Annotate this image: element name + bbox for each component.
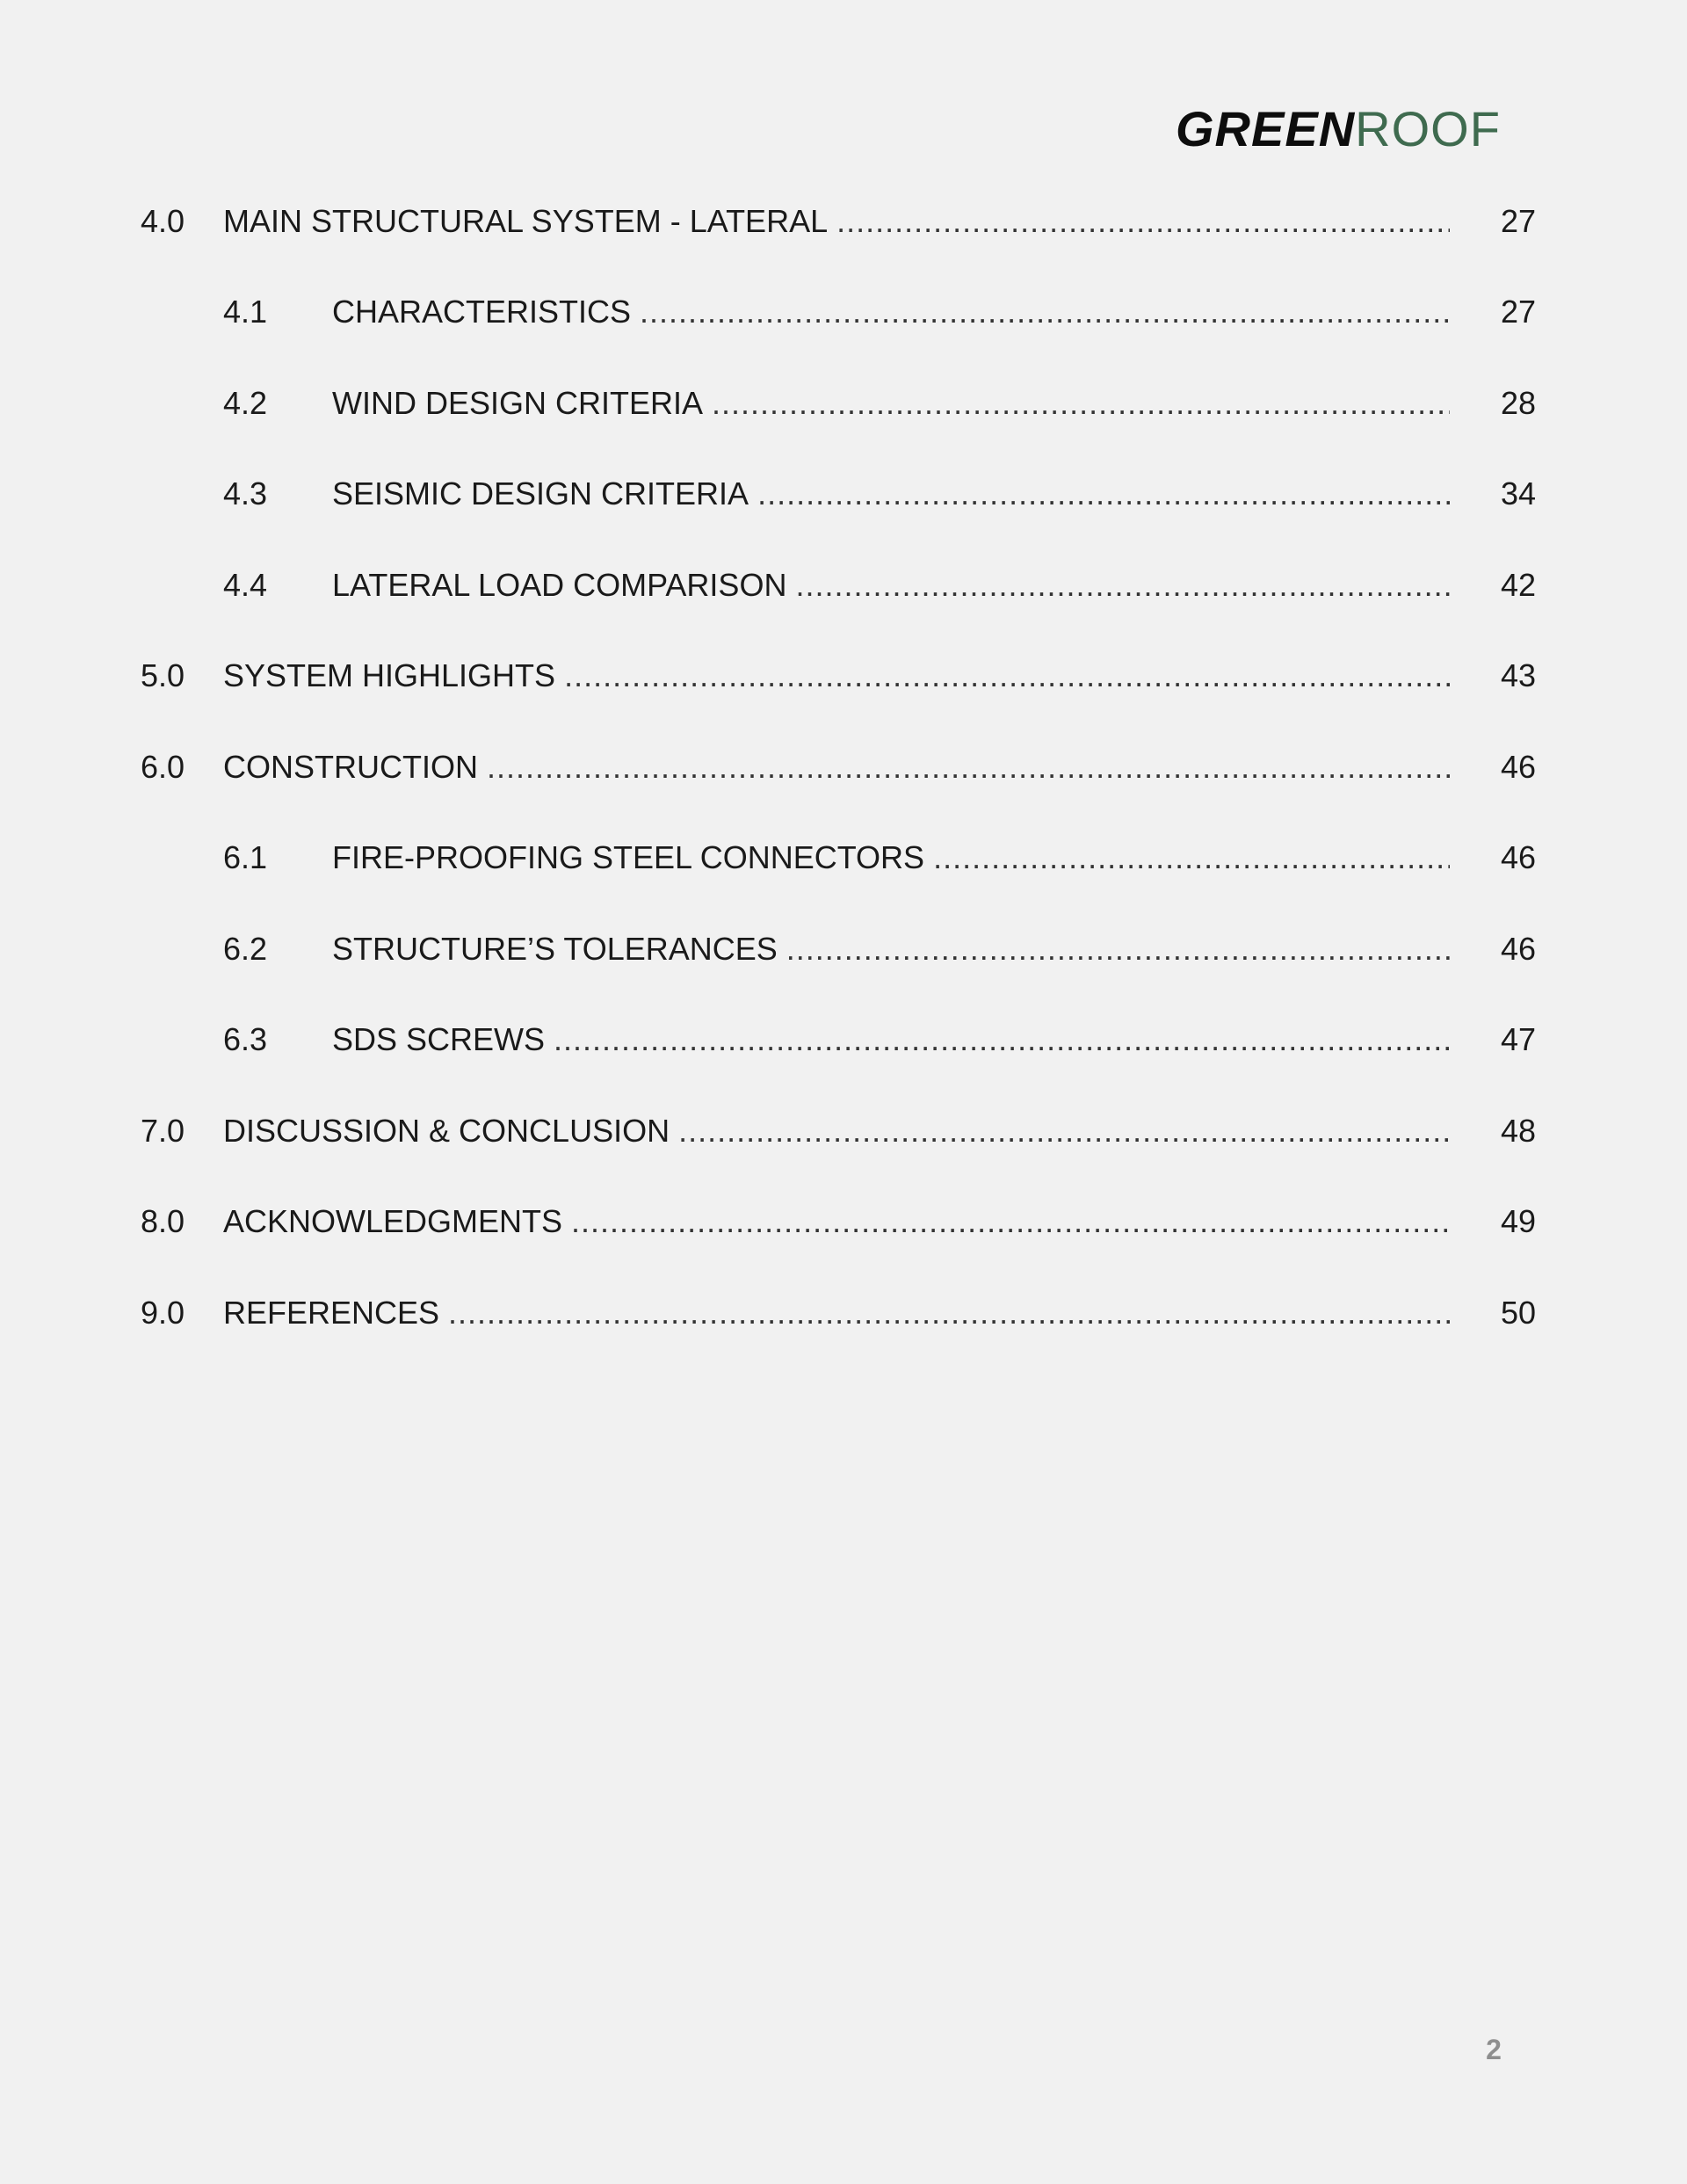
toc-entry-4-1[interactable] — [0, 287, 1687, 337]
toc-entry-number: 6.3 — [223, 1021, 268, 1057]
dot-leader — [564, 651, 1450, 700]
toc-entry-title: FIRE-PROOFING STEEL CONNECTORS — [332, 839, 925, 875]
toc-entry-7-0[interactable] — [0, 1107, 1687, 1156]
toc-entry-8-0[interactable] — [0, 1197, 1687, 1246]
toc-entry-4-0[interactable] — [0, 197, 1687, 246]
toc-entry-page: 43 — [1500, 657, 1536, 693]
dot-leader — [795, 561, 1450, 610]
toc-entry-title: CONSTRUCTION — [223, 749, 478, 785]
toc-entry-page: 48 — [1500, 1113, 1536, 1149]
logo-light-text: ROOF — [1355, 101, 1501, 156]
toc-entry-6-0[interactable] — [0, 743, 1687, 792]
toc-entry-5-0[interactable] — [0, 651, 1687, 700]
greenroof-logo — [1176, 98, 1501, 160]
toc-entry-number: 6.0 — [141, 749, 185, 785]
dot-leader — [678, 1107, 1450, 1156]
toc-entry-title: SEISMIC DESIGN CRITERIA — [332, 475, 749, 512]
dot-leader — [836, 197, 1450, 246]
toc-entry-page: 28 — [1500, 385, 1536, 421]
dot-leader — [448, 1288, 1450, 1338]
dot-leader — [640, 287, 1450, 337]
toc-entry-number: 4.4 — [223, 567, 268, 603]
toc-entry-title: CHARACTERISTICS — [332, 294, 632, 330]
toc-entry-title: REFERENCES — [223, 1295, 440, 1331]
dot-leader — [487, 743, 1450, 792]
toc-entry-title: LATERAL LOAD COMPARISON — [332, 567, 787, 603]
toc-entry-number: 4.2 — [223, 385, 268, 421]
toc-entry-number: 4.1 — [223, 294, 268, 330]
toc-entry-page: 47 — [1500, 1021, 1536, 1057]
dot-leader — [786, 925, 1450, 974]
toc-entry-title: MAIN STRUCTURAL SYSTEM - LATERAL — [223, 203, 829, 239]
toc-entry-page: 34 — [1500, 475, 1536, 512]
toc-entry-page: 46 — [1500, 931, 1536, 967]
toc-entry-title: ACKNOWLEDGMENTS — [223, 1203, 563, 1239]
toc-entry-title: DISCUSSION & CONCLUSION — [223, 1113, 670, 1149]
toc-entry-6-3[interactable] — [0, 1015, 1687, 1064]
toc-entry-number: 6.2 — [223, 931, 268, 967]
toc-entry-number: 9.0 — [141, 1295, 185, 1331]
toc-entry-page: 46 — [1500, 749, 1536, 785]
toc-entry-page: 27 — [1500, 294, 1536, 330]
toc-entry-title: SYSTEM HIGHLIGHTS — [223, 657, 556, 693]
toc-entry-number: 7.0 — [141, 1113, 185, 1149]
toc-entry-page: 27 — [1500, 203, 1536, 239]
toc-entry-4-4[interactable] — [0, 561, 1687, 610]
dot-leader — [554, 1015, 1450, 1064]
toc-entry-page: 49 — [1500, 1203, 1536, 1239]
toc-entry-number: 4.3 — [223, 475, 268, 512]
toc-entry-6-1[interactable] — [0, 833, 1687, 882]
toc-entry-number: 5.0 — [141, 657, 185, 693]
toc-entry-number: 6.1 — [223, 839, 268, 875]
toc-entry-4-3[interactable] — [0, 469, 1687, 519]
dot-leader — [757, 469, 1450, 519]
dot-leader — [933, 833, 1450, 882]
toc-entry-4-2[interactable] — [0, 379, 1687, 428]
toc-entry-number: 8.0 — [141, 1203, 185, 1239]
toc-entry-page: 46 — [1500, 839, 1536, 875]
toc-entry-title: SDS SCREWS — [332, 1021, 546, 1057]
toc-entry-9-0[interactable] — [0, 1288, 1687, 1338]
toc-entry-title: STRUCTURE’S TOLERANCES — [332, 931, 778, 967]
dot-leader — [571, 1197, 1450, 1246]
logo-bold-text: GREEN — [1176, 101, 1356, 156]
toc-entry-6-2[interactable] — [0, 925, 1687, 974]
toc-entry-page: 42 — [1500, 567, 1536, 603]
toc-entry-number: 4.0 — [141, 203, 185, 239]
page-number: 2 — [1486, 2034, 1502, 2065]
toc-entry-title: WIND DESIGN CRITERIA — [332, 385, 704, 421]
toc-entry-page: 50 — [1500, 1295, 1536, 1331]
dot-leader — [712, 379, 1450, 428]
